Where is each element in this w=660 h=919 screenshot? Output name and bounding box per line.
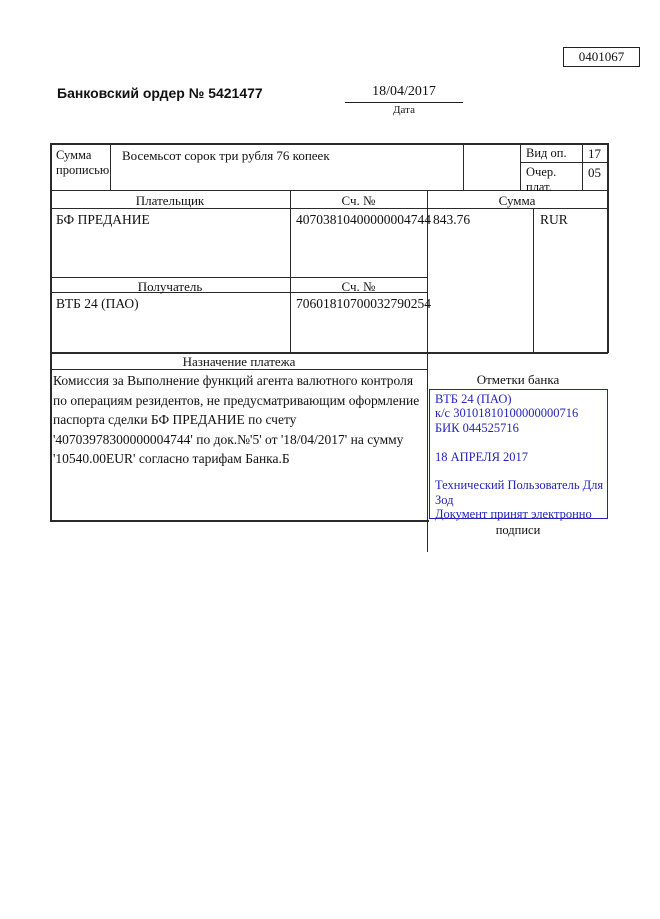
- purpose-text: Комиссия за Выполнение функций агента валютного контроля по операциям резидентов, не предусматривающим оформление паспорта сделки БФ ПРЕДАНИЕ по счету '40703978300000004744' по док.№'5' от '18/04/2017' на сумму '10540.00EUR' согласно тарифам Банка.Б: [53, 373, 420, 466]
- stamp-line-blank-2: [435, 464, 605, 478]
- op-type-value: 17: [588, 146, 601, 161]
- amount-value: 843.76: [433, 212, 471, 227]
- payer-account-label: Сч. №: [341, 193, 376, 208]
- bank-stamp-box: [429, 389, 608, 522]
- stamp-line-bank-name: ВТБ 24 (ПАО): [435, 392, 512, 406]
- table-line-account-col: [290, 190, 291, 353]
- stamp-line-date: 18 АПРЕЛЯ 2017: [435, 449, 529, 464]
- table-line-sum-col: [427, 190, 428, 552]
- table-border-right: [607, 143, 609, 353]
- stamp-line-bic: БИК 044525716: [435, 420, 519, 435]
- date-value: 18/04/2017: [345, 84, 463, 103]
- stamp-line-operator: Технический Пользователь Для Зод: [435, 478, 604, 507]
- payer-account: 40703810400000004744: [296, 212, 431, 227]
- amount-section-label: Сумма: [498, 193, 536, 208]
- stamp-line-accepted: Документ принят электронно: [435, 507, 592, 522]
- table-line-optype: [520, 162, 608, 163]
- table-line-optype-mid: [582, 143, 583, 190]
- table-line-words-label: [110, 143, 111, 190]
- table-line-header-bottom: [50, 208, 608, 209]
- table-line-purpose-header-bottom: [50, 369, 428, 370]
- bank-marks-label: Отметки банка: [476, 372, 560, 387]
- purpose-label: Назначение платежа: [182, 354, 296, 369]
- payment-priority-label: Очер. плат.: [526, 165, 557, 194]
- table-line-words-end: [463, 143, 464, 190]
- payment-priority-value: 05: [588, 165, 601, 180]
- table-line-currency-col: [533, 208, 534, 353]
- signatures-label: подписи: [495, 523, 541, 537]
- payee-name: ВТБ 24 (ПАО): [56, 296, 139, 311]
- document-title: Банковский ордер № 5421477: [57, 85, 263, 101]
- amount-in-words-label: Сумма прописью: [56, 148, 110, 177]
- currency-code: RUR: [540, 212, 568, 227]
- date-label: Дата: [393, 104, 415, 116]
- payee-section-label: Получатель: [137, 279, 203, 294]
- table-border-bottom: [50, 520, 429, 522]
- payee-account: 70601810700032790254: [296, 296, 431, 311]
- table-line-optype-left: [520, 143, 521, 190]
- amount-in-words-value: Восемьсот сорок три рубля 76 копеек: [122, 148, 330, 163]
- op-type-label: Вид оп.: [526, 146, 567, 160]
- payer-name: БФ ПРЕДАНИЕ: [56, 212, 150, 227]
- table-border-top: [50, 143, 608, 145]
- form-code-box: [563, 47, 640, 67]
- table-line-payee-top: [50, 277, 428, 278]
- payer-section-label: Плательщик: [135, 193, 205, 208]
- stamp-line-blank-1: [435, 435, 605, 449]
- form-code: 0401067: [578, 49, 625, 64]
- stamp-line-corr-account: к/с 30101810100000000716: [435, 406, 579, 421]
- table-line-row1-bottom: [50, 190, 608, 191]
- payee-account-label: Сч. №: [341, 279, 376, 294]
